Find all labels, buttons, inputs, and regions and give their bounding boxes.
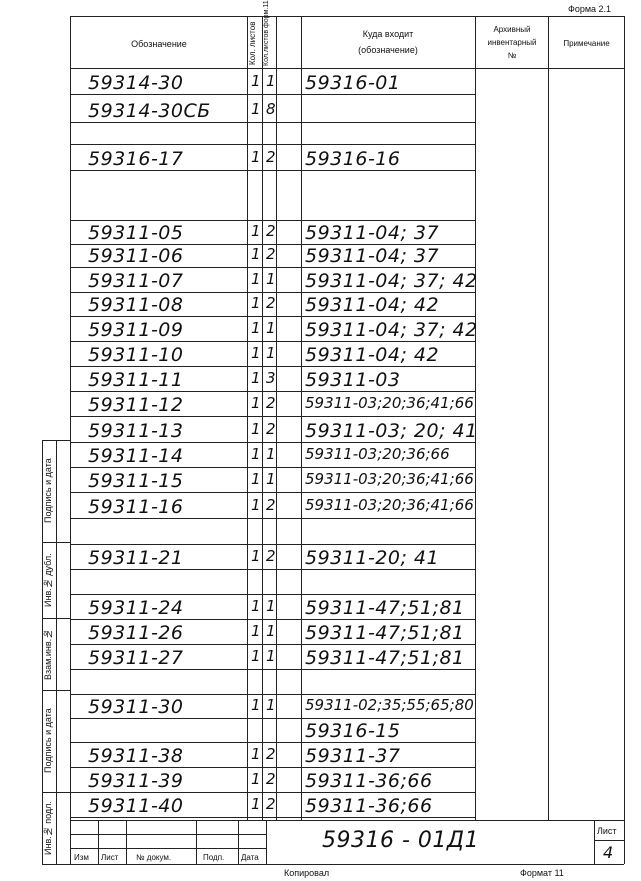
sheets-cell: 1 — [251, 622, 261, 640]
designation-cell: 59311-30 — [88, 696, 184, 718]
header-num-sheets: Кол. листов — [248, 21, 257, 65]
sheets-cell: 1 — [251, 222, 261, 240]
designation-cell: 59311-40 — [88, 795, 184, 817]
sheets-cell: 1 — [251, 770, 261, 788]
form-sheets-cell: 1 — [266, 597, 276, 615]
side-sep-4 — [42, 690, 70, 691]
tb-sign-label: Подп. — [203, 853, 225, 862]
designation-cell: 59311-15 — [88, 470, 184, 492]
form-sheets-cell: 1 — [266, 344, 276, 362]
header-designation: Обозначение — [131, 39, 187, 49]
designation-cell: 59311-08 — [88, 294, 184, 316]
where-used-cell: 59311-04; 37; 42 — [305, 270, 478, 292]
where-used-cell: 59311-20; 41 — [305, 547, 440, 569]
sheets-cell: 1 — [251, 294, 261, 312]
side-sep-3 — [42, 618, 70, 619]
designation-cell: 59311-21 — [88, 547, 184, 569]
designation-cell: 59311-16 — [88, 496, 184, 518]
side-strip-mid — [56, 440, 57, 864]
form-sheets-cell: 1 — [266, 319, 276, 337]
where-used-cell: 59311-47;51;81 — [305, 647, 465, 669]
form-sheets-cell: 2 — [266, 394, 276, 412]
designation-cell: 59314-30СБ — [88, 100, 211, 122]
side-label-replace-inv: Взам.инв.№ — [43, 628, 53, 680]
form-sheets-cell: 8 — [266, 100, 276, 118]
form-sheets-cell: 2 — [266, 148, 276, 166]
sheets-cell: 1 — [251, 420, 261, 438]
where-used-cell: 59311-03;20;36;41;66 — [305, 470, 474, 488]
sheets-cell: 1 — [251, 445, 261, 463]
title-block-row-1 — [70, 834, 266, 835]
row-line — [70, 94, 475, 95]
sheets-cell: 1 — [251, 547, 261, 565]
sheets-cell: 1 — [251, 344, 261, 362]
where-used-cell: 59311-03 — [305, 369, 401, 391]
designation-cell: 59311-27 — [88, 647, 184, 669]
form-sheets-cell: 2 — [266, 222, 276, 240]
header-archive-3: № — [507, 51, 517, 60]
sheets-cell: 1 — [251, 394, 261, 412]
form-sheets-cell: 2 — [266, 745, 276, 763]
form-sheets-cell: 2 — [266, 770, 276, 788]
designation-cell: 59311-07 — [88, 270, 184, 292]
side-label-signature-date-1: Подпись и дата — [43, 458, 53, 524]
row-line — [70, 594, 475, 595]
tb-col-2 — [126, 820, 127, 864]
sheets-cell: 1 — [251, 696, 261, 714]
sheets-cell: 1 — [251, 245, 261, 263]
side-label-dup-inv: Инв.№ дубл. — [43, 553, 53, 607]
where-used-cell: 59311-04; 37; 42 — [305, 319, 478, 341]
sheets-cell: 1 — [251, 496, 261, 514]
form-sheets-cell: 1 — [266, 270, 276, 288]
row-line — [70, 817, 475, 818]
where-used-cell: 59316-15 — [305, 720, 401, 742]
where-used-cell: 59311-36;66 — [305, 770, 433, 792]
where-used-cell: 59311-03; 20; 41 — [305, 420, 478, 442]
where-used-cell: 59311-04; 42 — [305, 294, 440, 316]
footer-format: Формат 11 — [520, 868, 564, 878]
sheets-cell: 1 — [251, 745, 261, 763]
row-line — [70, 341, 475, 342]
designation-cell: 59311-06 — [88, 245, 184, 267]
row-line — [70, 144, 475, 145]
row-line — [70, 518, 475, 519]
designation-cell: 59311-14 — [88, 445, 184, 467]
sheet-number: 4 — [603, 843, 614, 862]
frame-top — [70, 16, 624, 17]
where-used-cell: 59311-37 — [305, 745, 401, 767]
row-line — [70, 669, 475, 670]
row-line — [70, 718, 475, 719]
designation-cell: 59311-09 — [88, 319, 184, 341]
row-line — [70, 544, 475, 545]
frame-right — [624, 16, 625, 864]
tb-date-label: Дата — [241, 853, 259, 862]
side-sep-5 — [42, 792, 70, 793]
sheets-cell: 1 — [251, 647, 261, 665]
header-bottom-line — [70, 68, 624, 69]
sheets-cell: 1 — [251, 148, 261, 166]
tb-col-4 — [238, 820, 239, 864]
sheets-cell: 1 — [251, 72, 261, 90]
tb-col-3 — [196, 820, 197, 864]
col-line-2 — [262, 16, 263, 820]
row-line — [70, 619, 475, 620]
header-archive-2: инвентарный — [487, 38, 537, 47]
designation-cell: 59314-30 — [88, 72, 184, 94]
designation-cell: 59311-13 — [88, 420, 184, 442]
doc-number: 59316 - 01Д1 — [322, 828, 480, 853]
row-line — [70, 316, 475, 317]
row-line — [70, 170, 475, 171]
row-line — [70, 742, 475, 743]
row-line — [70, 569, 475, 570]
col-line-1 — [247, 16, 248, 820]
where-used-cell: 59311-03;20;36;41;66 — [305, 496, 474, 514]
row-line — [70, 467, 475, 468]
side-label-orig-inv: Инв.№ подл. — [43, 801, 53, 855]
side-sep-2 — [42, 542, 70, 543]
col-line-4 — [301, 16, 302, 820]
row-line — [70, 767, 475, 768]
form-sheets-cell: 2 — [266, 294, 276, 312]
where-used-cell: 59316-01 — [305, 72, 401, 94]
sheets-cell: 1 — [251, 100, 261, 118]
sheets-cell: 1 — [251, 270, 261, 288]
form-sheets-cell: 2 — [266, 496, 276, 514]
designation-cell: 59311-39 — [88, 770, 184, 792]
footer-copied: Копировал — [284, 868, 330, 878]
designation-cell: 59311-38 — [88, 745, 184, 767]
sheets-cell: 1 — [251, 369, 261, 387]
form-sheets-cell: 1 — [266, 622, 276, 640]
col-line-3 — [276, 16, 277, 820]
frame-bottom — [42, 864, 624, 865]
row-line — [70, 122, 475, 123]
where-used-cell: 59311-36;66 — [305, 795, 433, 817]
side-sep-1 — [42, 440, 70, 441]
where-used-cell: 59311-04; 37 — [305, 245, 440, 267]
row-line — [70, 442, 475, 443]
row-line — [70, 416, 475, 417]
title-block-row-2 — [70, 848, 266, 849]
designation-cell: 59311-24 — [88, 597, 184, 619]
form-sheets-cell: 2 — [266, 795, 276, 813]
form-sheets-cell: 1 — [266, 696, 276, 714]
row-line — [70, 292, 475, 293]
side-label-signature-date-2: Подпись и дата — [43, 708, 53, 774]
tb-col-5 — [266, 820, 267, 864]
row-line — [70, 492, 475, 493]
row-line — [70, 644, 475, 645]
where-used-cell: 59311-03;20;36;41;66 — [305, 394, 474, 412]
designation-cell: 59311-11 — [88, 369, 184, 391]
header-archive-1: Архивный — [493, 25, 531, 34]
row-line — [70, 366, 475, 367]
tb-col-6 — [594, 820, 595, 864]
designation-cell: 59311-10 — [88, 344, 184, 366]
designation-cell: 59311-12 — [88, 394, 184, 416]
sheets-cell: 1 — [251, 319, 261, 337]
row-line — [70, 220, 475, 221]
header-num-sheets-form: Кол.листов форм.11 — [263, 0, 270, 66]
form-sheets-cell: 2 — [266, 245, 276, 263]
col-line-5 — [475, 16, 476, 820]
form-sheets-cell: 2 — [266, 547, 276, 565]
title-block-top — [70, 820, 624, 821]
sheets-cell: 1 — [251, 470, 261, 488]
where-used-cell: 59311-02;35;55;65;80 — [305, 696, 474, 714]
row-line — [70, 391, 475, 392]
form-sheets-cell: 1 — [266, 647, 276, 665]
form-sheets-cell: 2 — [266, 420, 276, 438]
header-where-used-2: (обозначение) — [358, 45, 418, 55]
row-line — [70, 267, 475, 268]
row-line — [70, 792, 475, 793]
tb-sheet-line — [594, 840, 624, 841]
col-line-6 — [548, 16, 549, 820]
form-sheets-cell: 1 — [266, 445, 276, 463]
designation-cell: 59311-26 — [88, 622, 184, 644]
designation-cell: 59311-05 — [88, 222, 184, 244]
tb-col-1 — [98, 820, 99, 864]
header-where-used-1: Куда входит — [362, 29, 414, 39]
where-used-cell: 59316-16 — [305, 148, 401, 170]
where-used-cell: 59311-04; 42 — [305, 344, 440, 366]
form-sheets-cell: 1 — [266, 72, 276, 90]
sheet-label: Лист — [597, 826, 617, 836]
row-line — [70, 694, 475, 695]
sheets-cell: 1 — [251, 597, 261, 615]
tb-list-label: Лист — [101, 853, 119, 862]
where-used-cell: 59311-47;51;81 — [305, 622, 465, 644]
where-used-cell: 59311-04; 37 — [305, 222, 440, 244]
form-sheets-cell: 3 — [266, 369, 276, 387]
form-sheets-cell: 1 — [266, 470, 276, 488]
tb-izm-label: Изм — [74, 853, 89, 862]
tb-doc-label: № докум. — [136, 853, 172, 862]
form-label: Форма 2.1 — [568, 4, 612, 14]
where-used-cell: 59311-03;20;36;66 — [305, 445, 450, 463]
where-used-cell: 59311-47;51;81 — [305, 597, 465, 619]
sheets-cell: 1 — [251, 795, 261, 813]
designation-cell: 59316-17 — [88, 148, 184, 170]
header-note: Примечание — [563, 39, 610, 48]
